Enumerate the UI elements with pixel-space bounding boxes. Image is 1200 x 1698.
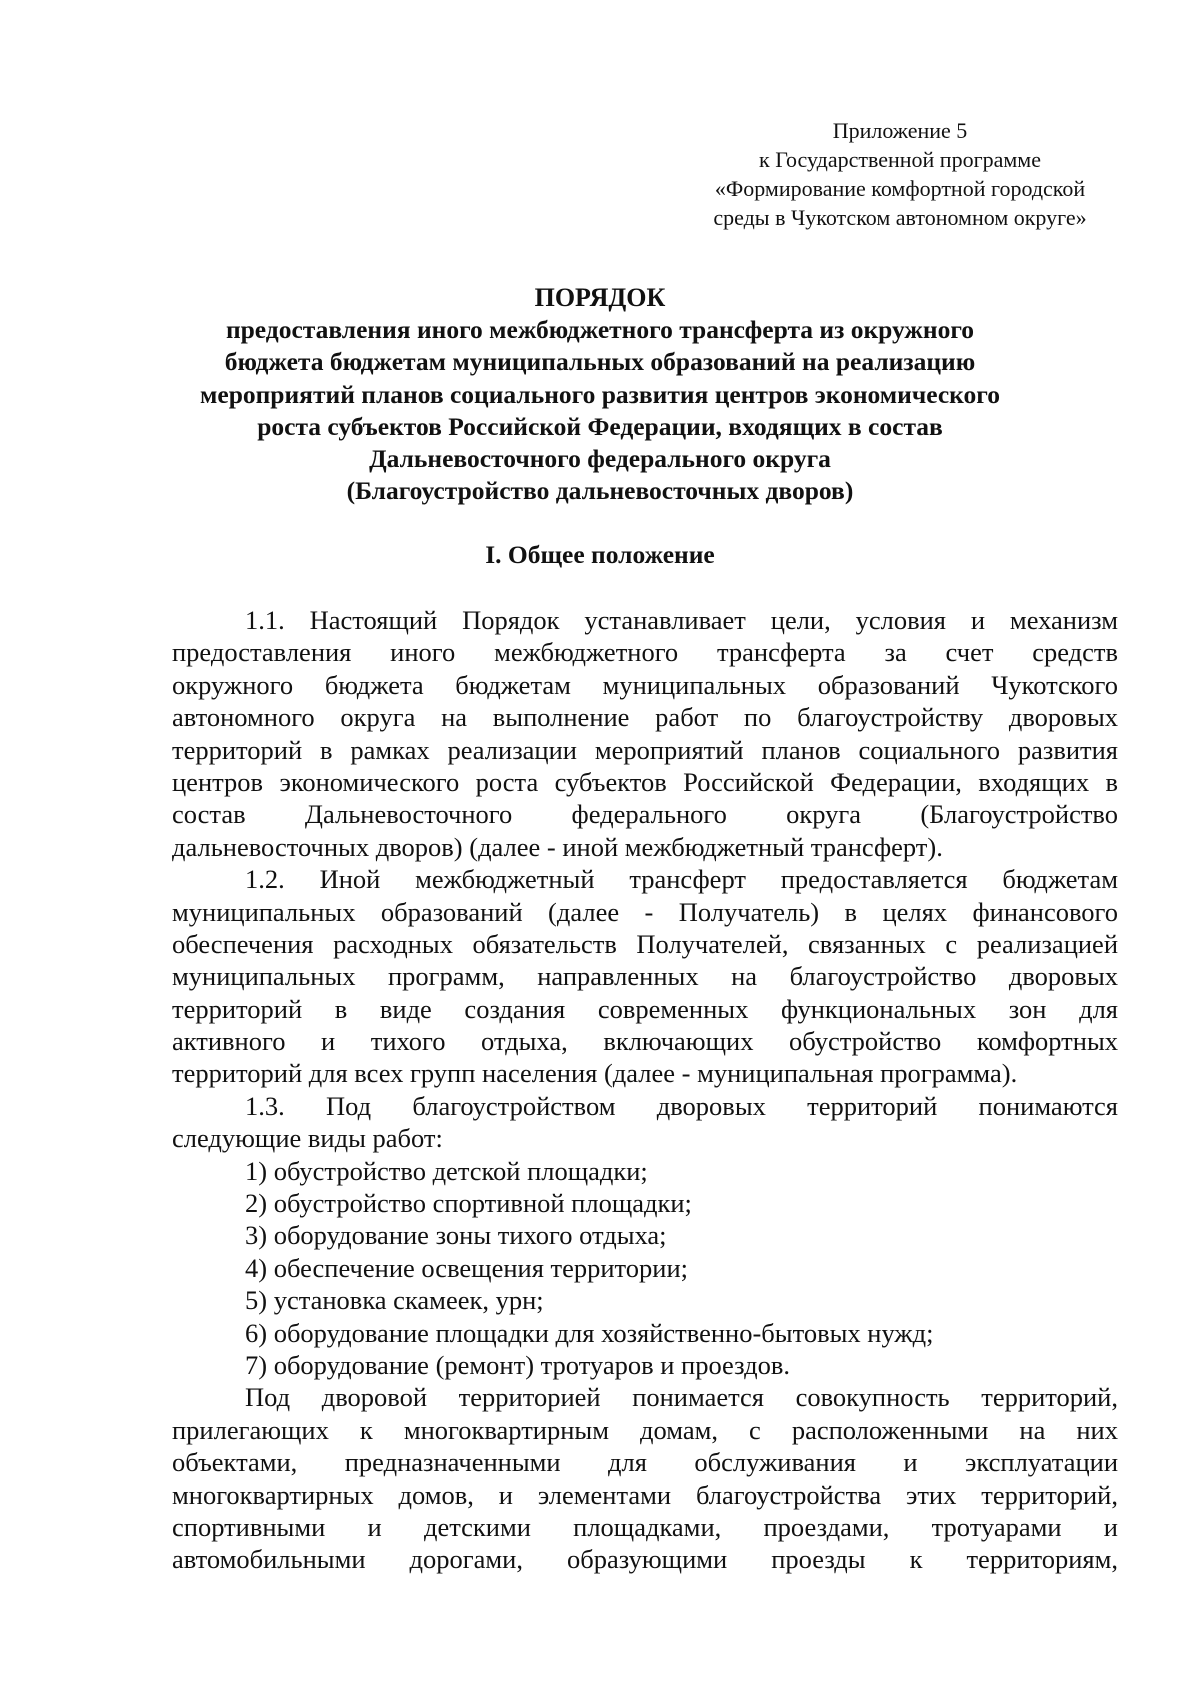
paragraph-line: активного и тихого отдыха, включающих обустройство комфортных <box>172 1026 1118 1057</box>
paragraph-line: 1.3. Под благоустройством дворовых территорий понимаются <box>245 1090 1118 1121</box>
title-line: (Благоустройство дальневосточных дворов) <box>346 476 854 506</box>
title-main: ПОРЯДОК <box>534 283 666 312</box>
paragraph-line: территорий в рамках реализации мероприятий планов социального развития <box>172 734 1118 765</box>
paragraph-line: состав Дальневосточного федерального округа (Благоустройство <box>172 799 1118 830</box>
paragraph-line: обеспечения расходных обязательств Получателей, связанных с реализацией <box>172 928 1118 959</box>
document-title <box>150 282 1050 507</box>
appendix-line: к Государственной программе <box>759 147 1041 172</box>
paragraph-line: объектами, предназначенными для обслуживания и эксплуатации <box>172 1447 1118 1478</box>
appendix-note <box>690 116 1110 232</box>
paragraph-line: территорий для всех групп населения (далее - муниципальная программа). <box>172 1058 1018 1089</box>
title-line: мероприятий планов социального развития центров экономического <box>200 379 1000 409</box>
appendix-line: «Формирование комфортной городской <box>714 176 1086 201</box>
paragraph-line: дальневосточных дворов) (далее - иной межбюджетный трансферт). <box>172 831 943 862</box>
list-item: 3) оборудование зоны тихого отдыха; <box>245 1220 667 1251</box>
title-line: Дальневосточного федерального округа <box>369 444 831 474</box>
body-text <box>172 604 1118 1576</box>
paragraph-line: муниципальных образований (далее - Получатель) в целях финансового <box>172 896 1118 927</box>
paragraph-line: автономного округа на выполнение работ по благоустройству дворовых <box>172 702 1118 733</box>
title-line: роста субъектов Российской Федерации, входящих в состав <box>257 411 943 441</box>
title-line: предоставления иного межбюджетного трансферта из окружного <box>225 315 975 345</box>
paragraph-line: центров экономического роста субъектов Российской Федерации, входящих в <box>172 766 1118 797</box>
paragraph-line: автомобильными дорогами, образующими проезды к территориям, <box>172 1544 1118 1575</box>
paragraph-line: Под дворовой территорией понимается совокупность территорий, <box>245 1382 1118 1413</box>
paragraph-line: 1.2. Иной межбюджетный трансферт предоставляется бюджетам <box>245 864 1118 895</box>
list-item: 4) обеспечение освещения территории; <box>245 1252 689 1283</box>
list-item: 1) обустройство детской площадки; <box>245 1155 648 1186</box>
list-item: 7) оборудование (ремонт) тротуаров и проездов. <box>245 1349 790 1380</box>
list-item: 6) оборудование площадки для хозяйственно-бытовых нужд; <box>245 1317 934 1348</box>
paragraph-line: следующие виды работ: <box>172 1123 443 1154</box>
list-item: 5) установка скамеек, урн; <box>245 1285 544 1316</box>
paragraph-line: окружного бюджета бюджетам муниципальных образований Чукотского <box>172 669 1118 700</box>
title-line: бюджета бюджетам муниципальных образований на реализацию <box>224 347 976 377</box>
section-heading: I. Общее положение <box>485 540 715 569</box>
appendix-line: среды в Чукотском автономном округе» <box>713 205 1087 230</box>
paragraph-line: муниципальных программ, направленных на благоустройство дворовых <box>172 961 1118 992</box>
paragraph-line: многоквартирных домов, и элементами благоустройства этих территорий, <box>172 1479 1118 1510</box>
paragraph-line: 1.1. Настоящий Порядок устанавливает цели, условия и механизм <box>245 605 1118 635</box>
paragraph-line: предоставления иного межбюджетного трансферта за счет средств <box>172 637 1118 668</box>
paragraph-line: территорий в виде создания современных функциональных зон для <box>172 993 1118 1024</box>
paragraph-line: прилегающих к многоквартирным домам, с расположенными на них <box>172 1414 1118 1445</box>
paragraph-line: спортивными и детскими площадками, проездами, тротуарами и <box>172 1511 1118 1542</box>
list-item: 2) обустройство спортивной площадки; <box>245 1188 692 1219</box>
appendix-line: Приложение 5 <box>832 118 968 143</box>
